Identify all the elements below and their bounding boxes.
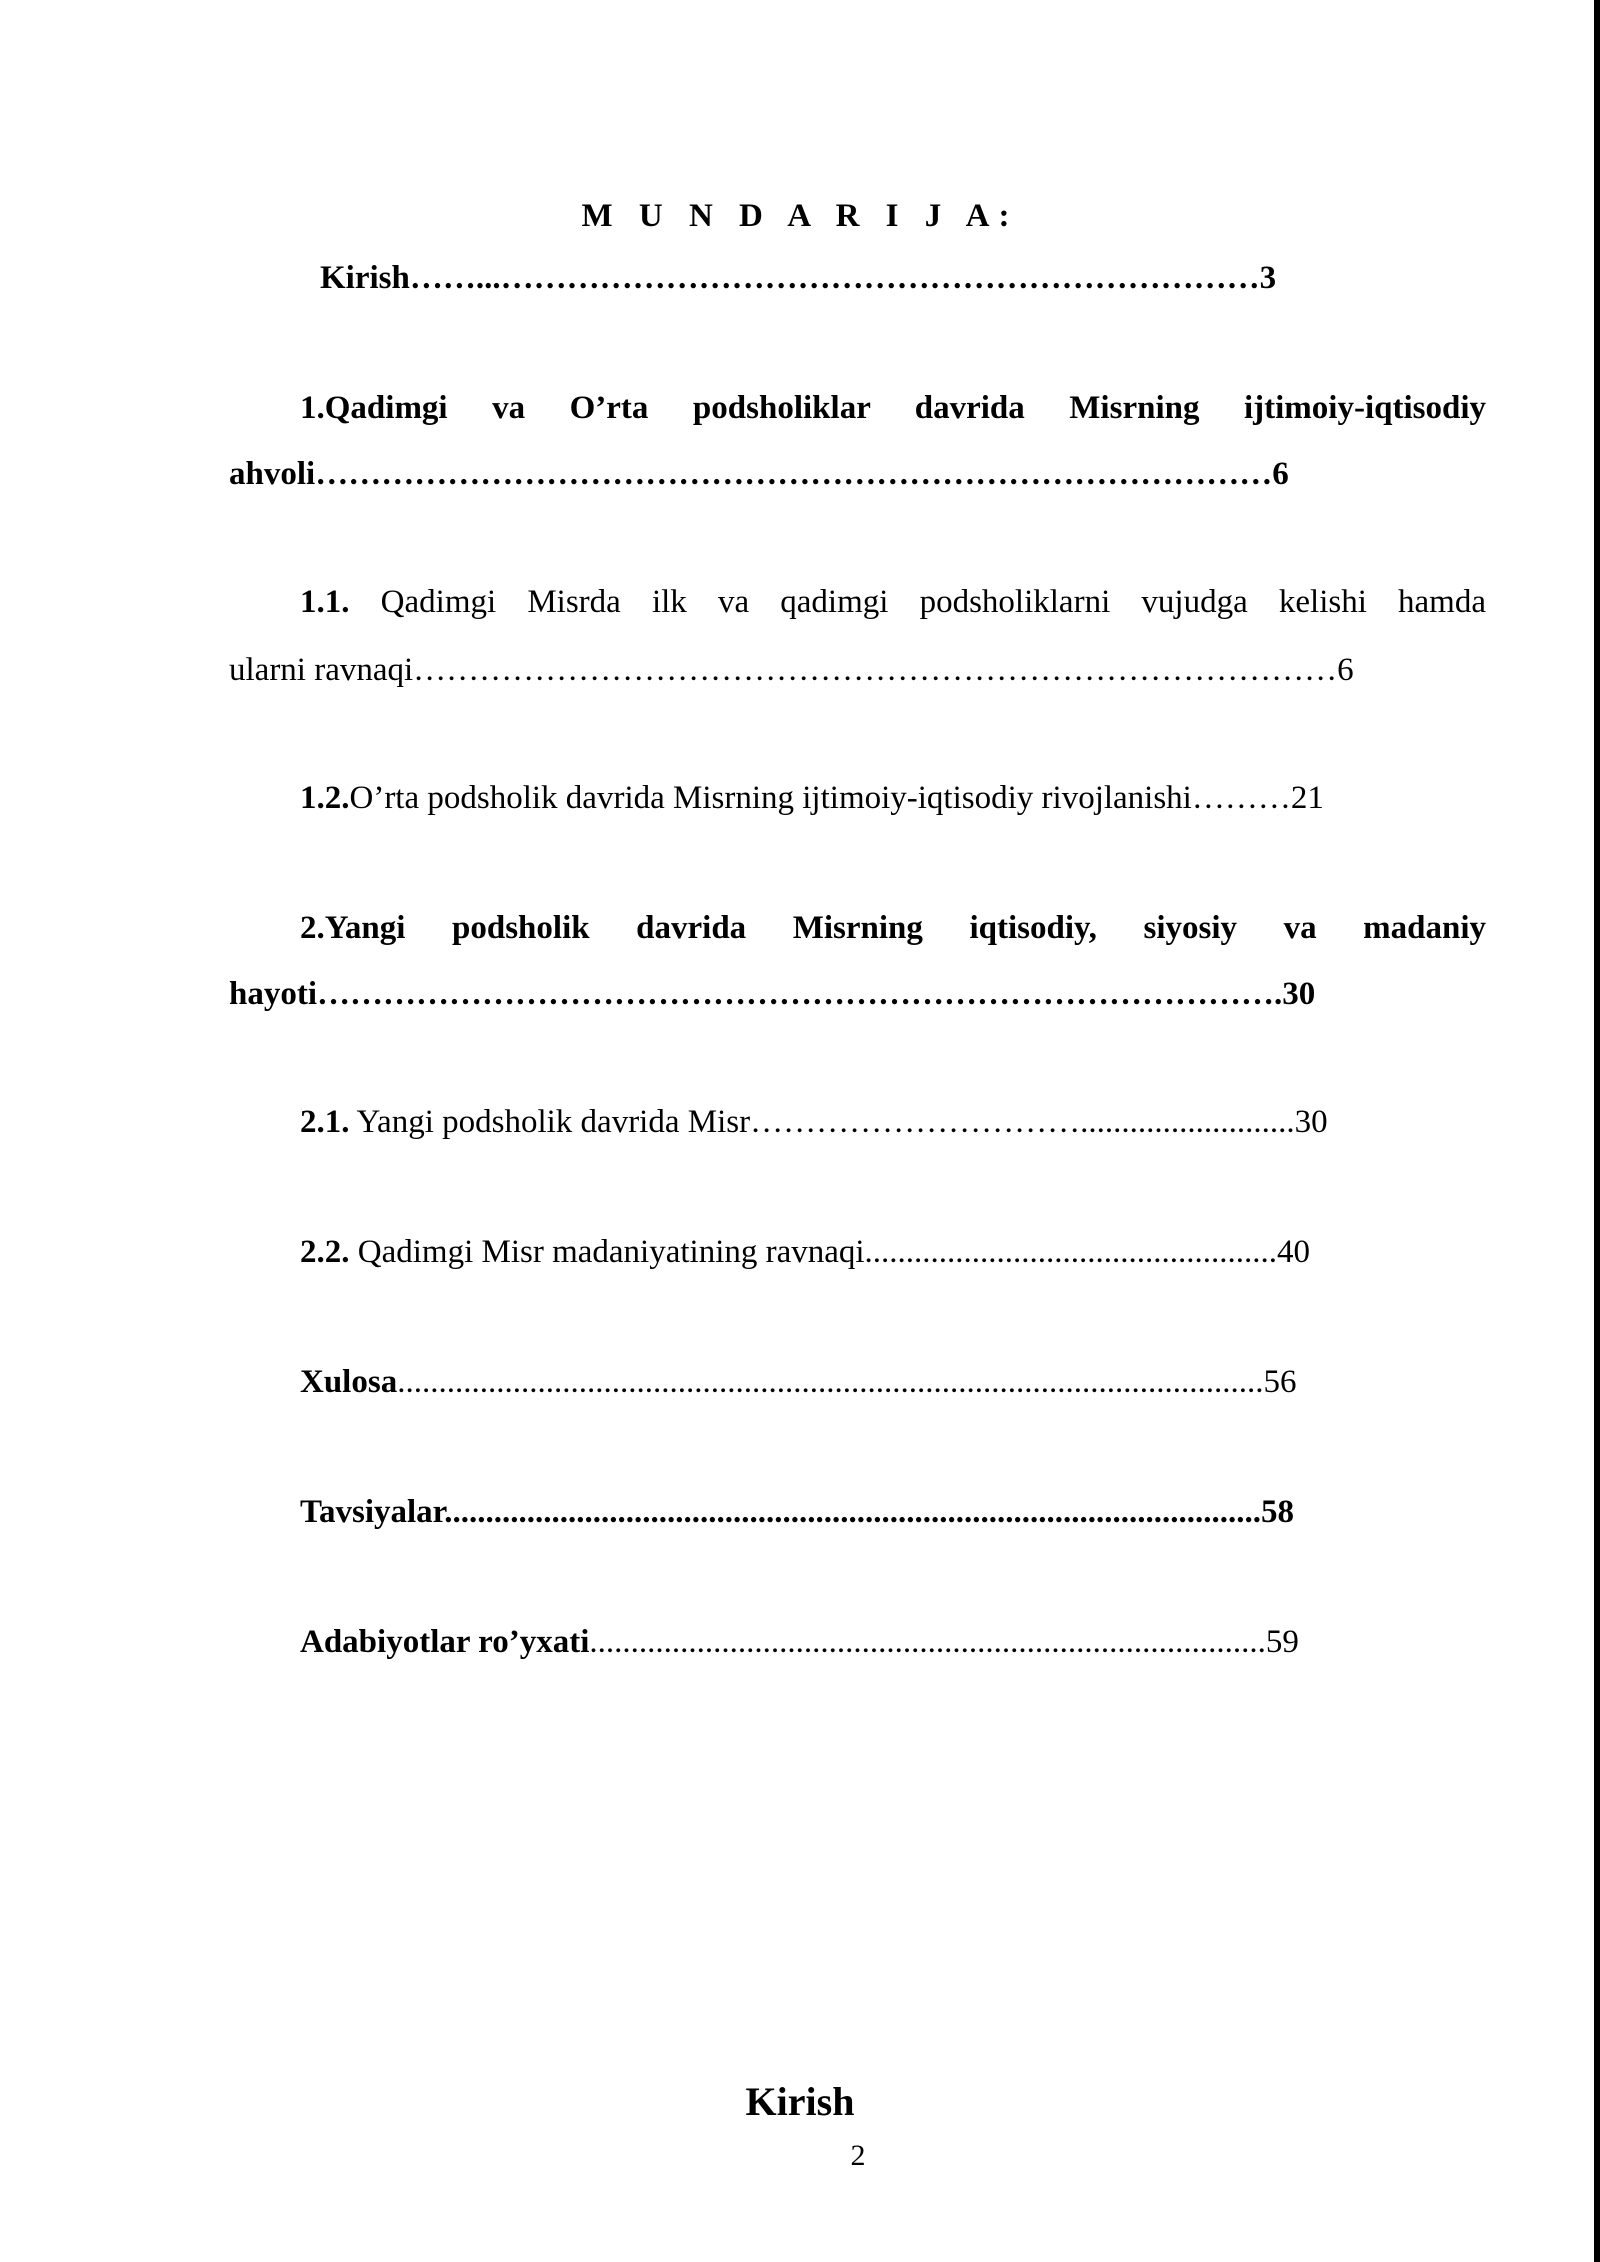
- toc-entry-adabiyotlar: [300, 1622, 1299, 1662]
- toc-entry-1-1: [300, 582, 1486, 622]
- toc-entry-text: Tavsiyalar...................................................................................................58: [300, 1494, 1295, 1530]
- toc-entry-number: 2.1.: [300, 1104, 350, 1140]
- toc-entry-text: 2.Yangi podsholik davrida Misrning iqtisodiy, siyosiy va madaniy: [300, 910, 1486, 946]
- toc-entry-2-1: [300, 1102, 1328, 1142]
- toc-entry-text: ularni ravnaqi…………………………………………………………………………6: [229, 652, 1354, 688]
- toc-entry-text: Yangi podsholik davrida Misr…………………………..........................30: [349, 1104, 1328, 1140]
- toc-entry-2-2: [300, 1232, 1310, 1272]
- toc-entry-text: Qadimgi Misrda ilk va qadimgi podsholiklarni vujudga kelishi hamda: [380, 584, 1486, 620]
- toc-entry-text: ahvoli……………………………………………………………………………6: [229, 456, 1289, 492]
- toc-title: M U N D A R I J A:: [581, 198, 1019, 234]
- toc-entry-number: 1.2.: [300, 780, 350, 816]
- toc-entry-text: 1.Qadimgi va O’rta podsholiklar davrida Misrning ijtimoiy-iqtisodiy: [300, 390, 1486, 426]
- toc-entry-chapter-1-continued: [229, 454, 1289, 494]
- toc-entry-number: 1.1.: [300, 584, 350, 620]
- toc-entry-1-1-continued: [229, 650, 1354, 690]
- toc-entry-xulosa: [300, 1362, 1296, 1402]
- toc-entry-label: Adabiyotlar ro’yxati: [300, 1624, 590, 1660]
- toc-entry-tavsiyalar: [300, 1492, 1294, 1532]
- toc-entry-chapter-1: [300, 388, 1486, 428]
- toc-entry-1-2: [300, 778, 1324, 818]
- toc-entry-text: ..................................................................................59: [589, 1624, 1299, 1660]
- toc-entry-text: O’rta podsholik davrida Misrning ijtimoiy-iqtisodiy rivojlanishi………21: [349, 780, 1324, 816]
- toc-entry-number: 2.2.: [300, 1234, 350, 1270]
- toc-entry-text: Kirish……...……………………………………………………………3: [320, 260, 1277, 296]
- toc-entry-chapter-2-continued: [229, 974, 1315, 1014]
- toc-entry-text: .........................................................................................................56: [397, 1364, 1297, 1400]
- toc-entry-chapter-2: [300, 908, 1486, 948]
- toc-entry-text: hayoti…………………………………………………………………………….30: [229, 976, 1316, 1012]
- toc-entry-label: Xulosa: [300, 1364, 398, 1400]
- toc-entry-kirish: [320, 258, 1276, 298]
- next-section-heading: Kirish: [745, 2079, 855, 2124]
- toc-entry-text: Qadimgi Misr madaniyatining ravnaqi..................................................40: [349, 1234, 1311, 1270]
- page-edge-border: [1594, 0, 1600, 2262]
- page-number: 2: [850, 2139, 866, 2172]
